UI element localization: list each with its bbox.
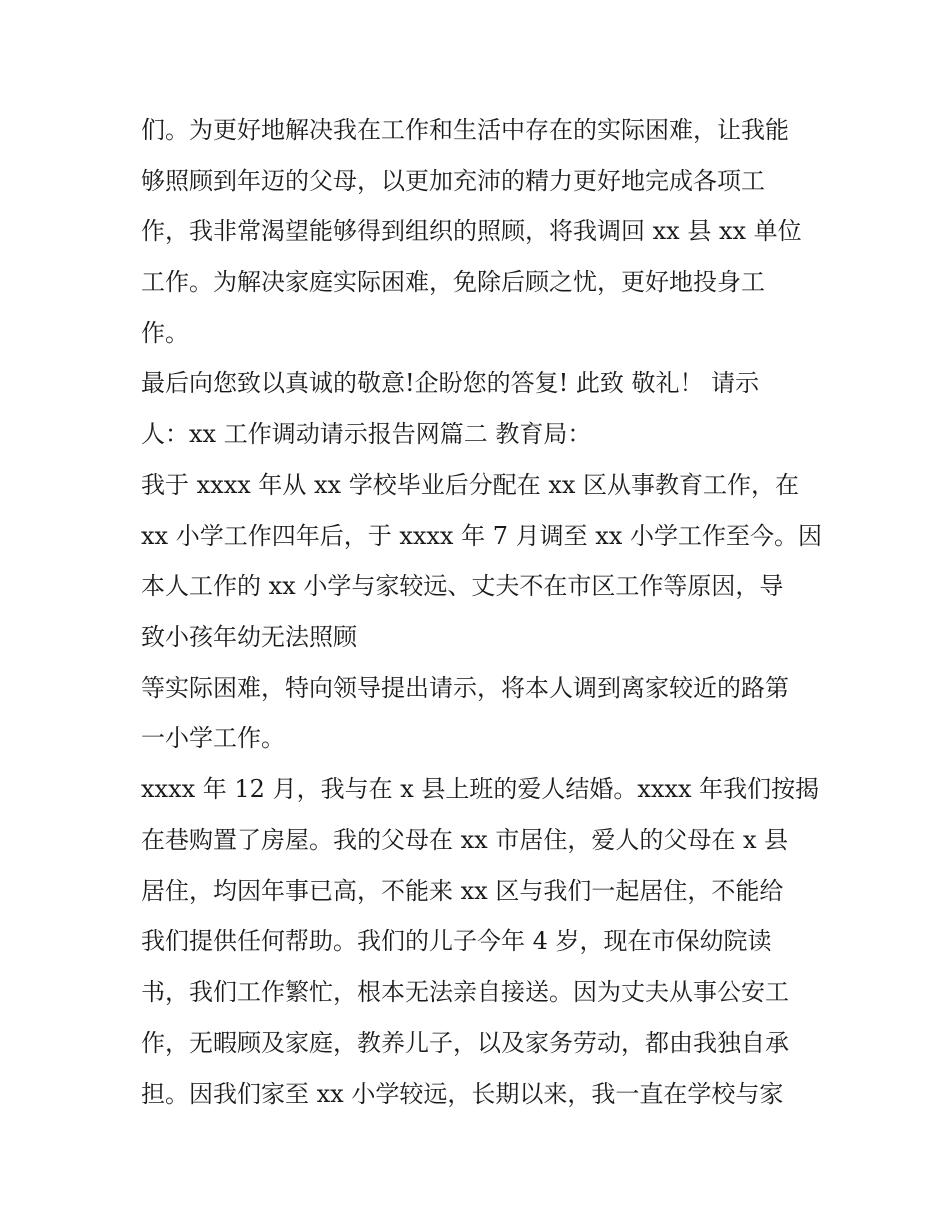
text-line: 一小学工作。 <box>141 724 285 752</box>
text-line: xxxx 年 12 月，我与在 x 县上班的爱人结婚。xxxx 年我们按揭 <box>141 775 820 803</box>
text-line: 我们提供任何帮助。我们的儿子今年 4 岁，现在市保幼院读 <box>141 927 772 955</box>
text-line: 最后向您致以真诚的敬意!企盼您的答复! 此致 敬礼！ 请示 <box>141 369 760 397</box>
text-line: 我于 xxxx 年从 xx 学校毕业后分配在 xx 区从事教育工作，在 <box>141 471 800 499</box>
text-line: 在巷购置了房屋。我的父母在 xx 市居住，爱人的父母在 x 县 <box>141 826 789 854</box>
text-line: 致小孩年幼无法照顾 <box>141 623 357 651</box>
text-line: 本人工作的 xx 小学与家较远、丈夫不在市区工作等原因，导 <box>141 572 784 600</box>
text-line: 居住，均因年事已高，不能来 xx 区与我们一起居住，不能给 <box>141 877 784 905</box>
text-line: 够照顾到年迈的父母，以更加充沛的精力更好地完成各项工 <box>141 167 765 195</box>
text-line: 等实际困难，特向领导提出请示，将本人调到离家较近的路第 <box>141 674 789 702</box>
text-line: 作，我非常渴望能够得到组织的照顾，将我调回 xx 县 xx 单位 <box>141 217 802 245</box>
text-line: 工作。为解决家庭实际困难，免除后顾之忧，更好地投身工 <box>141 268 765 296</box>
text-line: 人：xx 工作调动请示报告网篇二 教育局： <box>141 420 592 448</box>
text-line: 书，我们工作繁忙，根本无法亲自接送。因为丈夫从事公安工 <box>141 978 789 1006</box>
text-line: xx 小学工作四年后，于 xxxx 年 7 月调至 xx 小学工作至今。因 <box>141 522 822 550</box>
text-line: 作。 <box>141 319 189 347</box>
text-line: 担。因我们家至 xx 小学较远，长期以来，我一直在学校与家 <box>141 1080 784 1108</box>
text-line: 作，无暇顾及家庭，教养儿子，以及家务劳动，都由我独自承 <box>141 1029 789 1057</box>
text-line: 们。为更好地解决我在工作和生活中存在的实际困难，让我能 <box>141 116 789 144</box>
